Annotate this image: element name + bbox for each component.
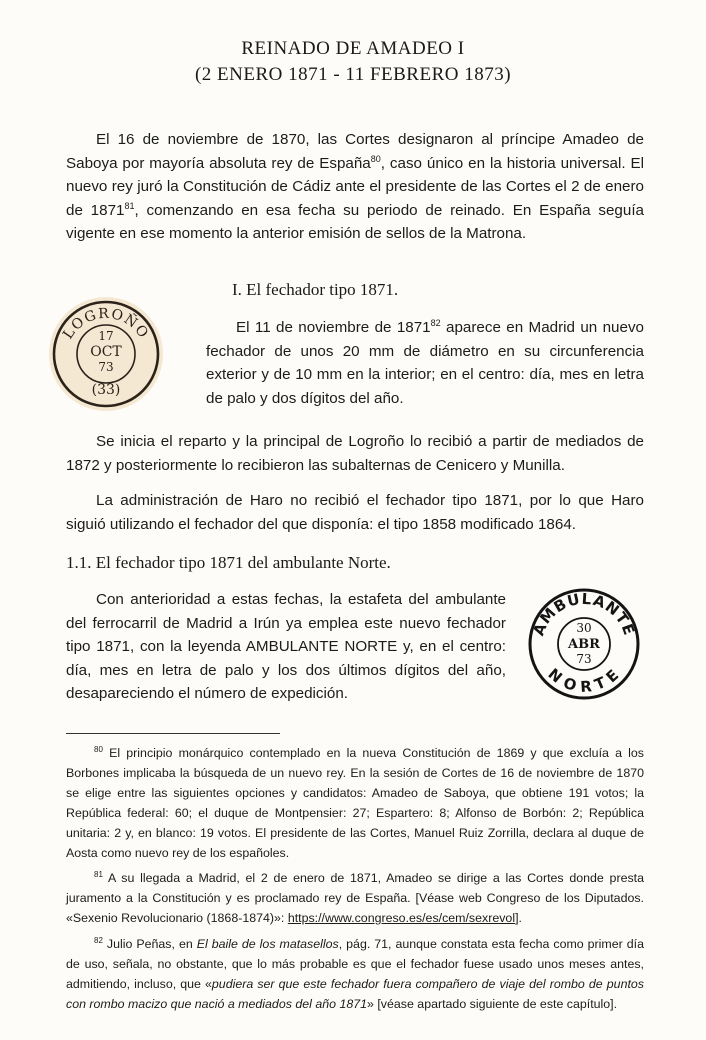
section-heading-1: I. El fechador tipo 1871.: [232, 280, 399, 299]
stamp-day: 30: [576, 621, 592, 635]
stamp-town-arc: LOGROÑO: [60, 305, 152, 343]
section-heading-1-1: 1.1. El fechador tipo 1871 del ambulante Norte.: [66, 553, 391, 572]
section2-paragraph-1: Con anterioridad a estas fechas, la estafeta del ambulante del ferrocarril de Madrid a Irún ya emplea este nuevo fechador tipo 1871, con la leyenda AMBULANTE NORTE y, en el centro: día, mes en letra de palo y los dos últimos dígitos del año, desapareciendo el número de expedición.: [66, 591, 506, 702]
stamp-month: ABR: [568, 637, 600, 652]
title-line-1: REINADO DE AMADEO I: [241, 38, 465, 59]
footnote-ref-80[interactable]: 80: [370, 153, 381, 164]
stamp-top-arc: AMBULANTE: [529, 589, 639, 639]
stamp-day: 17: [98, 329, 114, 343]
footnote-separator: [66, 733, 280, 734]
ambulante-norte-postmark-image: [522, 582, 646, 706]
page-title: [0, 36, 706, 88]
stamp-month: OCT: [90, 344, 122, 360]
stamp-year: 73: [98, 360, 114, 374]
footnote-80: $^{80}$ El principio monárquico contemplado en la nueva Constitución de 1869 y que excluía a los Borbones implicaba la búsqueda de un nuevo rey. En la sesión de Cortes de 16 de noviembre de 1870 se elige entre las siguientes opciones y candidatos: Amadeo de Saboya, que obtiene 191 votos; la República federal: 60; el duque de Montpensier: 27; Espartero: 8; Alfonso de Borbón: 2; República unitaria: 2 y, en blanco: 19 votos. El presidente de las Cortes, Manuel Ruiz Zorrilla, declara al duque de Aosta como nuevo rey de los españoles.: [66, 744, 644, 860]
title-line-2: (2 ENERO 1871 - 11 FEBRERO 1873): [194, 64, 512, 85]
congreso-link[interactable]: https://www.congreso.es/es/cem/sexrevol: [287, 911, 516, 925]
footnote-81: $^{81}$ A su llegada a Madrid, el 2 de enero de 1871, Amadeo se dirige a las Cortes donde presta juramento a la Constitución y es proclamado rey de España. [Véase web Congreso de los Diputados. «Sexenio Revolucionario (1868-1874)»: https://www.congreso.es/es/cem/sexrevol].: [66, 869, 644, 925]
stamp-number: (33): [91, 382, 121, 398]
footnote-82: $^{82}$ Julio Peñas, en El baile de los matasellos, pág. 71, aunque constata esta fecha como primer día de uso, señala, no obstante, que lo más probable es que el fechador fuese usado unos meses antes, admitiendo, incluso, que «pudiera ser que este fechador fuera compañero de viaje del rombo de puntos con rombo macizo que nació a mediados del año 1871» [véase apartado siguiente de este capítulo].: [66, 935, 644, 1011]
stamp-bottom-arc: NORTE: [544, 664, 624, 696]
stamp-year: 73: [576, 652, 592, 666]
section1-paragraph-1: El 11 de noviembre de 1871$^{82}$ aparece en Madrid un nuevo fechador de unos 20 mm de diámetro en su circunferencia exterior y de 10 mm en la interior; en el centro: día, mes en letra de palo y dos dígitos del año.: [206, 317, 644, 407]
quoted-text: pudiera ser que este fechador fuera compañero de viaje del rombo de puntos con rombo macizo que nació a mediados del año 1871: [66, 977, 644, 1011]
footnote-ref-82[interactable]: 82: [430, 317, 441, 328]
book-title: El baile de los matasellos: [196, 937, 339, 951]
intro-paragraph: El 16 de noviembre de 1870, las Cortes designaron al príncipe Amadeo de Saboya por mayoría absoluta rey de España$^{80}$, caso único en la historia universal. El nuevo rey juró la Constitución de Cádiz ante el presidente de las Cortes el 2 de enero de 1871$^{81}$, comenzando en esa fecha su periodo de reinado. En España seguía vigente en ese momento la anterior emisión de sellos de la Matrona.: [66, 131, 644, 242]
section1-paragraph-3: La administración de Haro no recibió el fechador tipo 1871, por lo que Haro siguió utilizando el fechador del que disponía: el tipo 1858 modificado 1864.: [66, 492, 644, 533]
section1-paragraph-2: Se inicia el reparto y la principal de Logroño lo recibió a partir de mediados de 1872 y posteriormente lo recibieron las subalternas de Cenicero y Munilla.: [66, 433, 644, 474]
footnote-ref-81[interactable]: 81: [124, 200, 135, 211]
logrono-postmark-image: [44, 292, 168, 416]
